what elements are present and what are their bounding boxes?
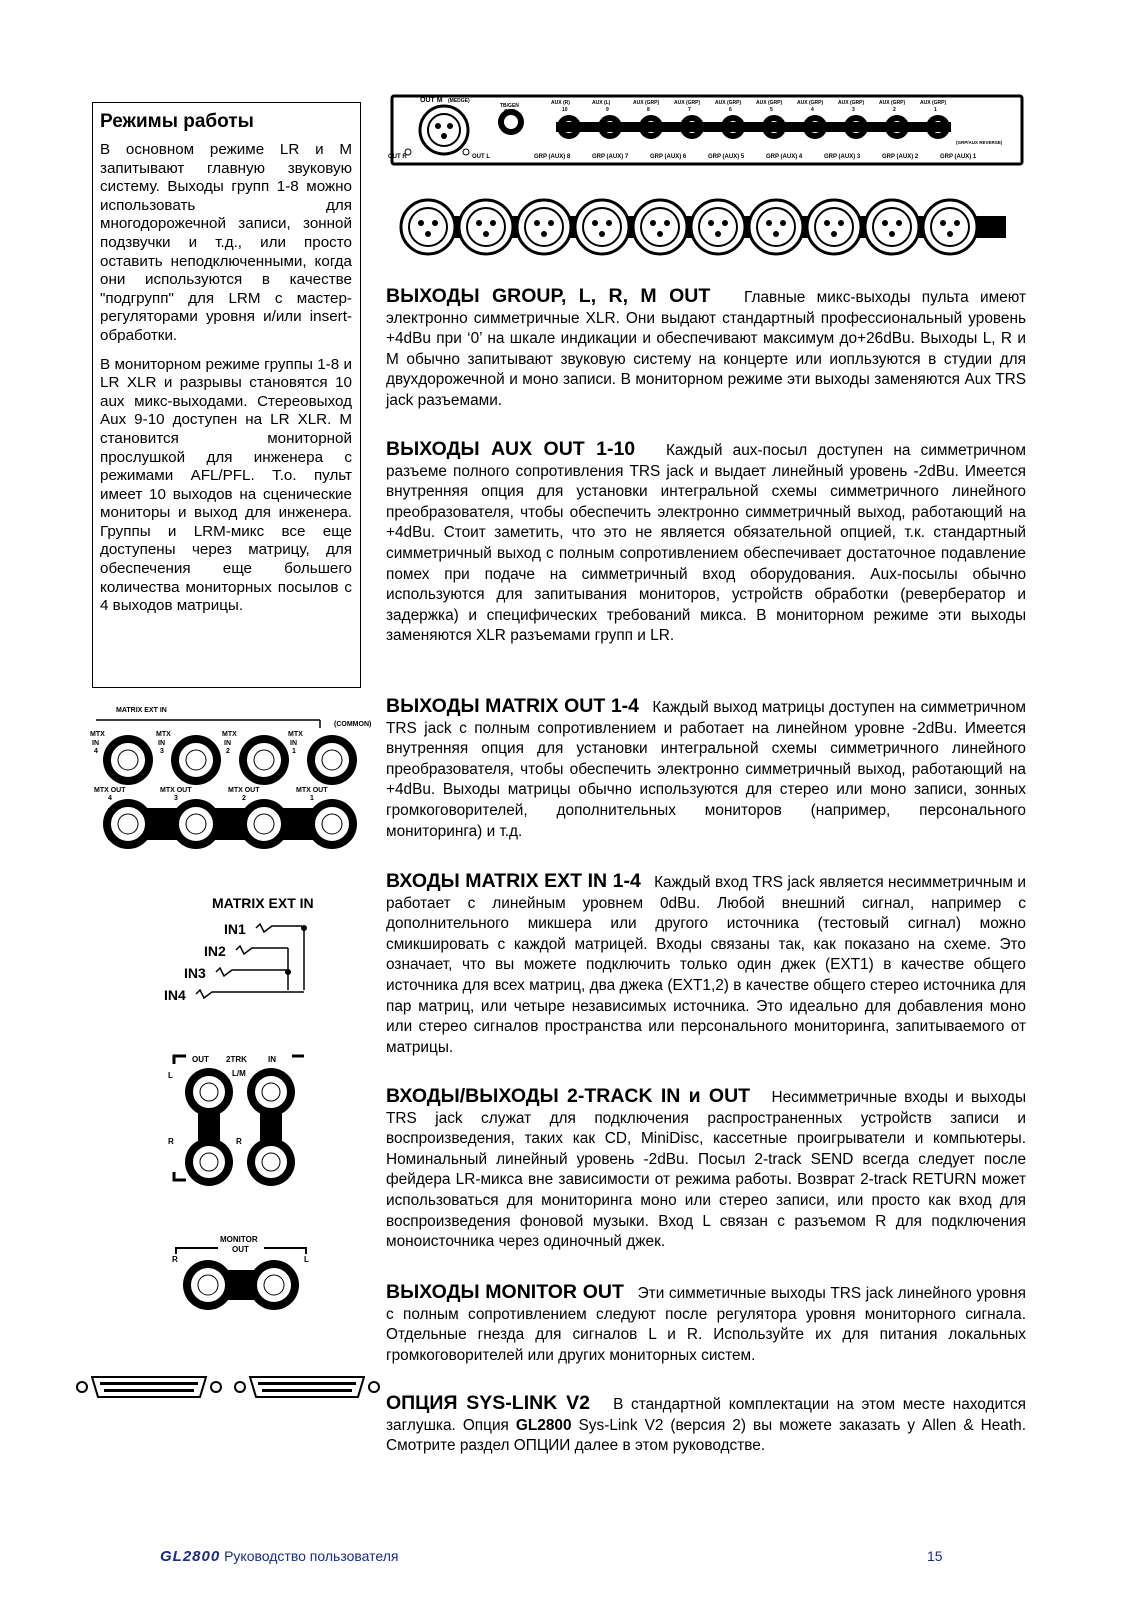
svg-text:1: 1 [934, 107, 937, 113]
two-track-heading: ВХОДЫ/ВЫХОДЫ 2-TRACK IN и OUT [386, 1085, 751, 1107]
svg-text:3: 3 [160, 748, 164, 755]
svg-text:IN: IN [290, 740, 297, 747]
svg-text:MTX OUT: MTX OUT [160, 787, 192, 794]
operating-modes-box [92, 102, 361, 688]
ext-in1-label: IN1 [224, 921, 246, 937]
svg-text:7: 7 [688, 107, 691, 113]
group-outputs-section [386, 286, 1026, 412]
ext-in4-label: IN4 [164, 987, 186, 1003]
svg-text:IN: IN [158, 740, 165, 747]
ext-in2-label: IN2 [204, 943, 226, 959]
footer [160, 1548, 398, 1565]
out-m-label: OUT M [420, 97, 443, 104]
svg-text:9: 9 [606, 107, 609, 113]
ext-in3-label: IN3 [184, 965, 206, 981]
syslink-product-name: GL2800 [515, 1416, 572, 1434]
svg-text:MTX: MTX [288, 731, 303, 738]
twotrack-r-out-label: R [168, 1137, 174, 1146]
svg-text:MTX: MTX [156, 731, 171, 738]
matrix-out-jacks [103, 799, 357, 849]
aux-outputs-heading: ВЫХОДЫ AUX OUT 1-10 [386, 438, 636, 460]
svg-text:GRP (AUX) 8: GRP (AUX) 8 [534, 154, 571, 160]
svg-text:4: 4 [94, 748, 98, 755]
svg-text:GRP (AUX) 7: GRP (AUX) 7 [592, 154, 629, 160]
svg-text:AUX (GRP): AUX (GRP) [879, 100, 906, 106]
syslink-text-b: Sys-Link V2 (версия 2) вы можете заказать у Allen & Heath. Смотрите раздел ОПЦИИ далее в этом руководстве. [386, 1416, 1026, 1455]
monitor-l-label: L [304, 1255, 309, 1264]
svg-text:2: 2 [893, 107, 896, 113]
svg-text:MTX: MTX [90, 731, 105, 738]
monitor-out-connector-diagram [166, 1232, 316, 1332]
monitor-panel-out: OUT [232, 1245, 249, 1254]
svg-text:GRP (AUX) 2: GRP (AUX) 2 [882, 154, 919, 160]
footer-logo: GL2800 [160, 1548, 221, 1565]
matrix-ext-in-wiring-title: MATRIX EXT IN [212, 895, 314, 911]
matrix-outputs-heading: ВЫХОДЫ MATRIX OUT 1-4 [386, 695, 640, 717]
tbgen-label: TB/GEN [500, 103, 519, 109]
svg-text:MTX: MTX [222, 731, 237, 738]
svg-text:GRP (AUX) 3: GRP (AUX) 3 [824, 154, 861, 160]
twotrack-l-label: L [168, 1071, 173, 1080]
matrix-connector-panel-diagram [88, 700, 378, 860]
matrix-inputs-text: Каждый вход TRS jack является несимметричным и работает с линейным уровнем 0dBu. Любой внешний сигнал, например с дополнительного микшера или другого источника (тестовый сигнал) можно смикшировать с каждой матрицей. Входы связаны так, как показано на схеме. Это означает, что вы можете подключить только один джек (EXT1) в качестве общего источника для всех матриц, два джека (EXT1,2) в качестве общего стерео источника для пар матриц, или четыре независимых источника. Это идеально для добавления моно или стерео сигналов пространства или персонального мониторинга, запитываемого от матрицы. [386, 874, 1026, 1056]
svg-text:MTX OUT: MTX OUT [228, 787, 260, 794]
matrix-outputs-section [386, 696, 1026, 842]
matrix-ext-in-wiring-diagram [160, 890, 330, 1010]
monitor-r-label: R [172, 1255, 178, 1264]
operating-modes-main-paragraph: В основном режиме LR и M запитывают главную звуковую систему. Выходы групп 1-8 можно использовать для многодорожечной записи, зонной подзвучки и т.д., или просто оставить неподключенными, когда они используются в качестве "подгрупп" для LRM с мастер-регуляторами уровня и/или insert-обработки. [100, 141, 352, 344]
grp-bottom-labels [534, 154, 977, 160]
group-outputs-heading: ВЫХОДЫ GROUP, L, R, M OUT [386, 285, 711, 307]
aux-outputs-text: Каждый aux-посыл доступен на симметричном разъеме полного сопротивления TRS jack и выдает линейный уровень -2dBu. Имеется внутренняя опция для установки интегральной схемы симметричного линейного преобразователя, чтобы обеспечить электронно симметричный выход, работающий на +4dBu. Стоит заметить, что это не является обязательной опцией, т.к. стандартный симметричный выход с полным сопротивлением обеспечивает достаточное подавление помех при подаче на симметричный вход оборудования. Aux-посылы обычно используются для запитывания мониторов, устройств обработки (ревербератор и задержка) и специфических требований микса. В мониторном режиме эти выходы заменяются XLR разъемами групп и LR. [386, 442, 1027, 645]
matrix-inputs-heading: ВХОДЫ MATRIX EXT IN 1-4 [386, 870, 641, 892]
svg-text:AUX (R): AUX (R) [551, 100, 570, 106]
svg-text:2: 2 [242, 795, 246, 802]
svg-text:5: 5 [770, 107, 773, 113]
syslink-section [386, 1393, 1026, 1457]
group-outputs-text: Главные микс-выходы пульта имеют электронно симметричные XLR. Они выдают стандартный профессиональный уровень +4dBu при ‘0’ на шкале индикации и обеспечивают максимум до+26dBu. Выходы L, R и M обычно запитывают звуковую систему на концерте или иопльзуются в студии для двухдорожечной и моно записи. В мониторном режиме эти выходы заменяются Aux TRS jack разъемами. [386, 289, 1026, 409]
svg-text:MTX OUT: MTX OUT [94, 787, 126, 794]
matrix-outputs-text: Каждый выход матрицы доступен на симметричном TRS jack с полным сопротивлением и работает на линейном уровне -2dBu. Имеется внутренняя опция для установки интегральной схемы симметричного линейного преобразователя, чтобы обеспечить электронно симметричный выход, работающий на +4dBu. Выходы матрицы обычно используются для стерео или моно записи, зонных громкоговорителей, дополнительных мониторов (например, персонального мониторинга) и т.д. [386, 699, 1027, 840]
two-track-text: Несимметричные входы и выходы TRS jack служат для подключения распространенных устройств записи и воспроизведения, таких как CD, MiniDisc, кассетные проигрыватели и компьютеры. Номинальный линейный уровень -2dBu. Посыл 2-track SEND всегда следует после фейдера LR-микса вне зависимости от режима работы. Возврат 2-track RETURN может использоваться для мониторинга моно или стерео записи, или просто как вход для воспроизведения фоновой музыки. Вход L связан с разъемом R для подключения моноисточника через одиночный джек. [386, 1089, 1027, 1251]
tbgen-out-label: OUT [504, 109, 515, 115]
svg-text:AUX (GRP): AUX (GRP) [674, 100, 701, 106]
svg-text:AUX (GRP): AUX (GRP) [797, 100, 824, 106]
svg-text:AUX (GRP): AUX (GRP) [838, 100, 865, 106]
svg-text:4: 4 [108, 795, 112, 802]
aux-outputs-section [386, 439, 1026, 647]
out-m-sub-label: (MEDGE) [448, 98, 470, 104]
svg-text:10: 10 [562, 107, 568, 113]
svg-text:AUX (L): AUX (L) [592, 100, 611, 106]
out-r-label: OUT R [388, 154, 407, 160]
syslink-heading: ОПЦИЯ SYS-LINK V2 [386, 1392, 590, 1414]
twotrack-r-in-label: R [236, 1137, 242, 1146]
footer-title: Руководство пользователя [224, 1548, 399, 1564]
svg-text:1: 1 [310, 795, 314, 802]
monitor-outputs-text: Эти симметичные выходы TRS jack линейного уровня с полным сопротивлением следуют после регулятора уровня мониторного сигнала. Отдельные гнезда для сигналов L и R. Используйте их для питания локальных громкоговорителей или других мониторных систем. [386, 1285, 1026, 1364]
twotrack-lm-label: L/M [232, 1069, 246, 1078]
xlr-row [401, 200, 1006, 254]
matrix-ext-in-title: MATRIX EXT IN [116, 707, 167, 714]
two-track-section [386, 1086, 1026, 1253]
svg-text:AUX (GRP): AUX (GRP) [920, 100, 947, 106]
operating-modes-title: Режимы работы [100, 111, 254, 132]
twotrack-out-label: OUT [192, 1055, 209, 1064]
monitor-outputs-section [386, 1282, 1026, 1366]
svg-text:IN: IN [92, 740, 99, 747]
common-label: (COMMON) [334, 721, 372, 728]
svg-text:8: 8 [647, 107, 650, 113]
out-l-label: OUT L [472, 154, 490, 160]
svg-text:1: 1 [292, 748, 296, 755]
operating-modes-monitor-paragraph: В мониторном режиме группы 1-8 и LR XLR и разрывы становятся 10 aux микс-выходами. Стереовыход Aux 9-10 доступен на LR XLR. M становится мониторной прослушкой для инженера с режимами AFL/PFL. Т.о. пульт имеет 10 выходов на сценические мониторы и выход для инженера. Группы и LRM-микс все еще доступены через матрицу, для обеспечения еще большего количества мониторных посылов с 4 выходов матрицы. [100, 355, 352, 615]
svg-text:GRP (AUX) 4: GRP (AUX) 4 [766, 154, 803, 160]
output-connector-panel-diagram [386, 92, 1026, 272]
svg-text:MTX OUT: MTX OUT [296, 787, 328, 794]
svg-text:2: 2 [226, 748, 230, 755]
grp-aux-reverse-label: (GRP/AUX REVERSE) [956, 140, 1003, 145]
svg-text:AUX (GRP): AUX (GRP) [756, 100, 783, 106]
aux-top-labels [551, 100, 946, 113]
twotrack-in-label: IN [268, 1055, 276, 1064]
page-number: 15 [927, 1548, 943, 1564]
two-track-connector-diagram [164, 1052, 314, 1192]
svg-text:GRP (AUX) 5: GRP (AUX) 5 [708, 154, 745, 160]
syslink-connectors-diagram [74, 1372, 384, 1402]
svg-text:AUX (GRP): AUX (GRP) [715, 100, 742, 106]
matrix-inputs-section [386, 871, 1026, 1058]
svg-text:AUX (GRP): AUX (GRP) [633, 100, 660, 106]
svg-text:GRP (AUX) 1: GRP (AUX) 1 [940, 154, 977, 160]
syslink-text-a: В стандартной комплектации на этом месте находится заглушка. Опция [386, 1396, 1026, 1434]
svg-text:3: 3 [174, 795, 178, 802]
svg-text:3: 3 [852, 107, 855, 113]
svg-text:GRP (AUX) 6: GRP (AUX) 6 [650, 154, 687, 160]
twotrack-2trk-label: 2TRK [226, 1055, 247, 1064]
aux-jack-row [556, 115, 951, 139]
svg-text:IN: IN [224, 740, 231, 747]
svg-text:6: 6 [729, 107, 732, 113]
monitor-outputs-heading: ВЫХОДЫ MONITOR OUT [386, 1281, 624, 1303]
svg-text:4: 4 [811, 107, 814, 113]
monitor-panel-title: MONITOR [220, 1235, 258, 1244]
